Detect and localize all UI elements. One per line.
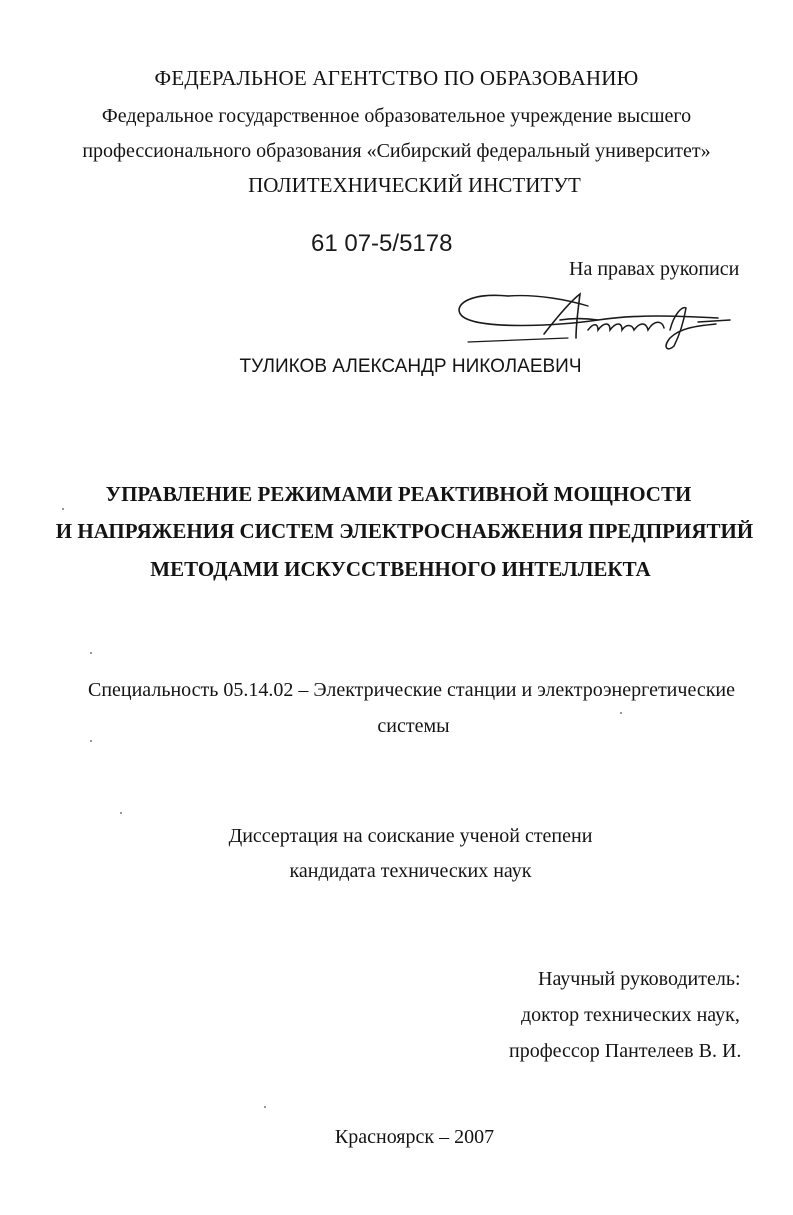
institution-line-1: Федеральное государственное образовательное учреждение высшего xyxy=(101,105,692,127)
title-line-3: МЕТОДАМИ ИСКУССТВЕННОГО ИНТЕЛЛЕКТА xyxy=(150,557,651,581)
scan-speck xyxy=(264,1106,266,1108)
title-line-2: И НАПРЯЖЕНИЯ СИСТЕМ ЭЛЕКТРОСНАБЖЕНИЯ ПРЕДПРИЯТИЙ xyxy=(55,519,754,543)
degree-line-2: кандидата технических наук xyxy=(289,860,532,882)
supervisor-label: Научный руководитель: xyxy=(538,968,741,990)
supervisor-name: профессор Пантелеев В. И. xyxy=(509,1040,742,1062)
manuscript-note: На правах рукописи xyxy=(569,258,740,280)
supervisor-degree: доктор технических наук, xyxy=(521,1004,740,1026)
scan-speck xyxy=(90,652,92,654)
institute-heading: ПОЛИТЕХНИЧЕСКИЙ ИНСТИТУТ xyxy=(248,173,581,197)
author-signature-icon xyxy=(448,286,738,358)
scan-speck xyxy=(620,712,622,714)
stamp-number: 61 07-5/5178 xyxy=(311,230,453,257)
city-year: Красноярск – 2007 xyxy=(334,1126,495,1148)
agency-heading: ФЕДЕРАЛЬНОЕ АГЕНТСТВО ПО ОБРАЗОВАНИЮ xyxy=(154,66,639,90)
specialty-line-1: Специальность 05.14.02 – Электрические станции и электроэнергетические xyxy=(87,679,735,701)
author-name: ТУЛИКОВ АЛЕКСАНДР НИКОЛАЕВИЧ xyxy=(239,356,582,377)
scan-speck xyxy=(120,812,122,814)
institution-line-2: профессионального образования «Сибирский федеральный университет» xyxy=(82,140,711,162)
scan-speck xyxy=(90,740,92,742)
scan-speck xyxy=(62,508,64,510)
title-line-1: УПРАВЛЕНИЕ РЕЖИМАМИ РЕАКТИВНОЙ МОЩНОСТИ xyxy=(105,482,692,506)
degree-line-1: Диссертация на соискание ученой степени xyxy=(228,825,593,847)
specialty-line-2: системы xyxy=(377,715,450,737)
